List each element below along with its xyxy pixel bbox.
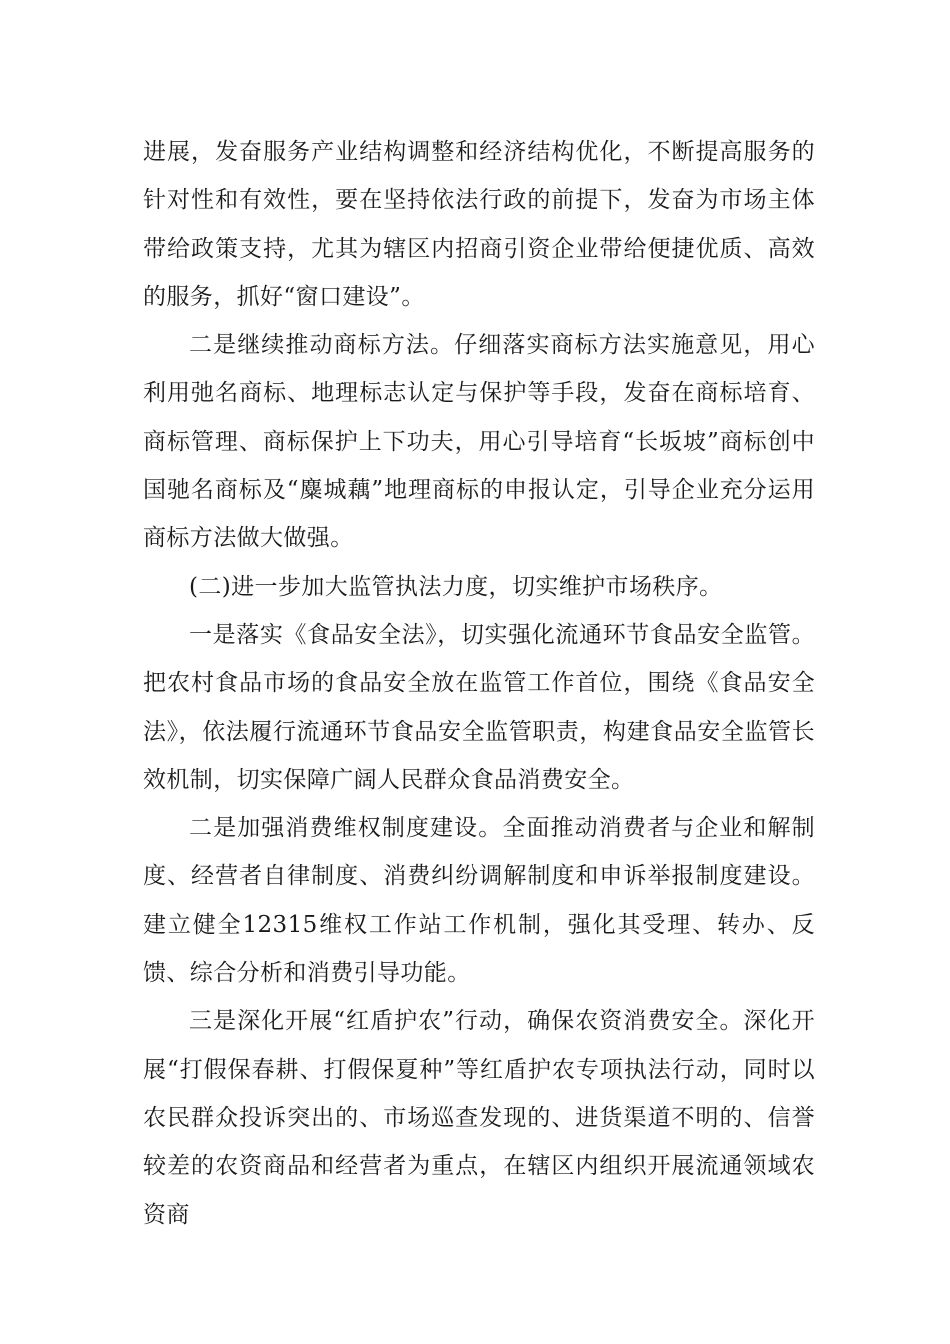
paragraph-1: 进展，发奋服务产业结构调整和经济结构优化，不断提高服务的针对性和有效性，要在坚持依法行政的前提下，发奋为市场主体带给政策支持，尤其为辖区内招商引资企业带给便捷优质、高效的服务，抓好“窗口建设”。 <box>143 139 815 310</box>
paragraph-3: 一是落实《食品安全法》，切实强化流通环节食品安全监管。把农村食品市场的食品安全放在监管工作首位，围绕《食品安全法》，依法履行流通环节食品安全监管职责，构建食品安全监管长效机制，切实保障广阔人民群众食品消费安全。 <box>143 621 815 793</box>
document-body <box>143 128 815 1239</box>
section-heading: (二)进一步加大监管执法力度，切实维护市场秩序。 <box>189 573 723 600</box>
paragraph-5: 三是深化开展“红盾护农”行动，确保农资消费安全。深化开展“打假保春耕、打假保夏种”等红盾护农专项执法行动，同时以农民群众投诉突出的、市场巡查发现的、进货渠道不明的、信誉较差的农资商品和经营者为重点，在辖区内组织开展流通领域农资商 <box>143 1008 815 1228</box>
paragraph-4: 二是加强消费维权制度建设。全面推动消费者与企业和解制度、经营者自律制度、消费纠纷调解制度和申诉举报制度建设。建立健全12315维权工作站工作机制，强化其受理、转办、反馈、综合分析和消费引导功能。 <box>143 815 815 987</box>
paragraph-2: 二是继续推动商标方法。仔细落实商标方法实施意见，用心利用弛名商标、地理标志认定与保护等手段，发奋在商标培育、商标管理、商标保护上下功夫，用心引导培育“长坂坡”商标创中国驰名商标及“麋城藕”地理商标的申报认定，引导企业充分运用商标方法做大做强。 <box>143 332 815 552</box>
